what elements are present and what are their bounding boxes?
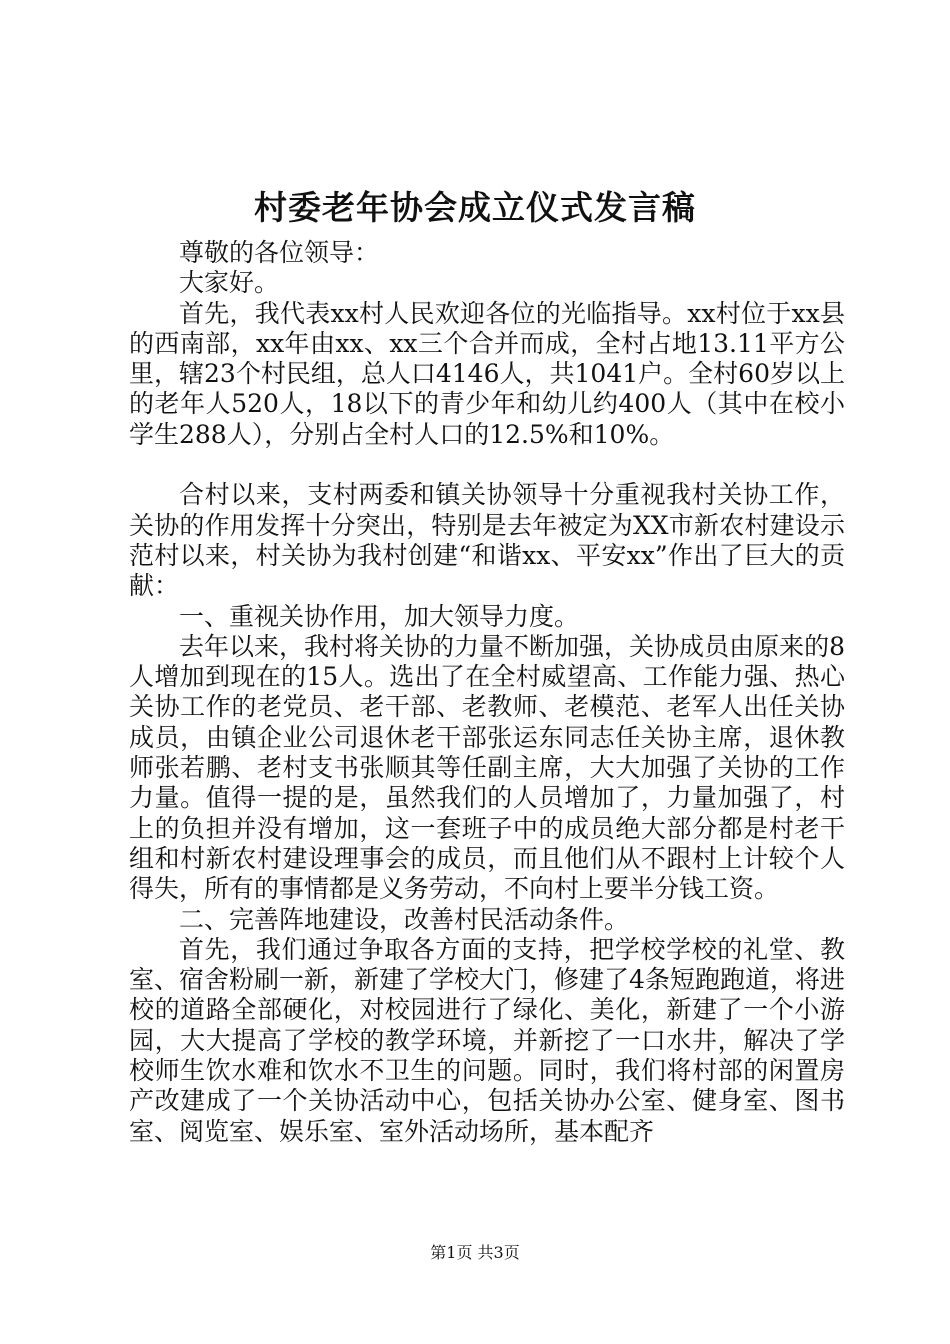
greeting: 大家好。	[179, 268, 280, 298]
paragraph-intro: 首先，我代表xx村人民欢迎各位的光临指导。xx村位于xx县的西南部，xx年由xx、xx三个合并而成，全村占地13.11平方公里，辖23个村民组，总人口4146人，共1041户。全村60岁以上的老年人520人，18以下的青少年和幼儿约400人（其中在校小学生288人），分别占全村人口的12.5%和10%。	[129, 298, 845, 449]
page-number: 第1页 共3页	[430, 1243, 520, 1262]
section-heading-2: 二、完善阵地建设，改善村民活动条件。	[179, 904, 630, 934]
section-heading-1: 一、重视关协作用，加大领导力度。	[179, 601, 580, 631]
paragraph-overview: 合村以来，支村两委和镇关协领导十分重视我村关协工作，关协的作用发挥十分突出，特别是去年被定为XX市新农村建设示范村以来，村关协为我村创建“和谐xx、平安xx”作出了巨大的贡献：	[129, 480, 845, 601]
document-title: 村委老年协会成立仪式发言稿	[254, 188, 696, 227]
paragraph-section-2: 首先，我们通过争取各方面的支持，把学校学校的礼堂、教室、宿舍粉刷一新，新建了学校大门，修建了4条短跑跑道，将进校的道路全部硬化，对校园进行了绿化、美化，新建了一个小游园，大大提高了学校的教学环境，并新挖了一口水井，解决了学校师生饮水难和饮水不卫生的问题。同时，我们将村部的闲置房产改建成了一个关协活动中心，包括关协办公室、健身室、图书室、阅览室、娱乐室、室外活动场所，基本配齐	[129, 934, 845, 1146]
salutation: 尊敬的各位领导：	[179, 238, 380, 267]
paragraph-section-1: 去年以来，我村将关协的力量不断加强，关协成员由原来的8人增加到现在的15人。选出了在全村威望高、工作能力强、热心关协工作的老党员、老干部、老教师、老模范、老军人出任关协成员，由镇企业公司退休老干部张运东同志任关协主席，退休教师张若鹏、老村支书张顺其等任副主席，大大加强了关协的工作力量。值得一提的是，虽然我们的人员增加了，力量加强了，村上的负担并没有增加，这一套班子中的成员绝大部分都是村老干组和村新农村建设理事会的成员，而且他们从不跟村上计较个人得失，所有的事情都是义务劳动，不向村上要半分钱工资。	[129, 631, 845, 904]
paragraph-spacer	[129, 450, 845, 480]
document-body	[129, 238, 845, 1147]
